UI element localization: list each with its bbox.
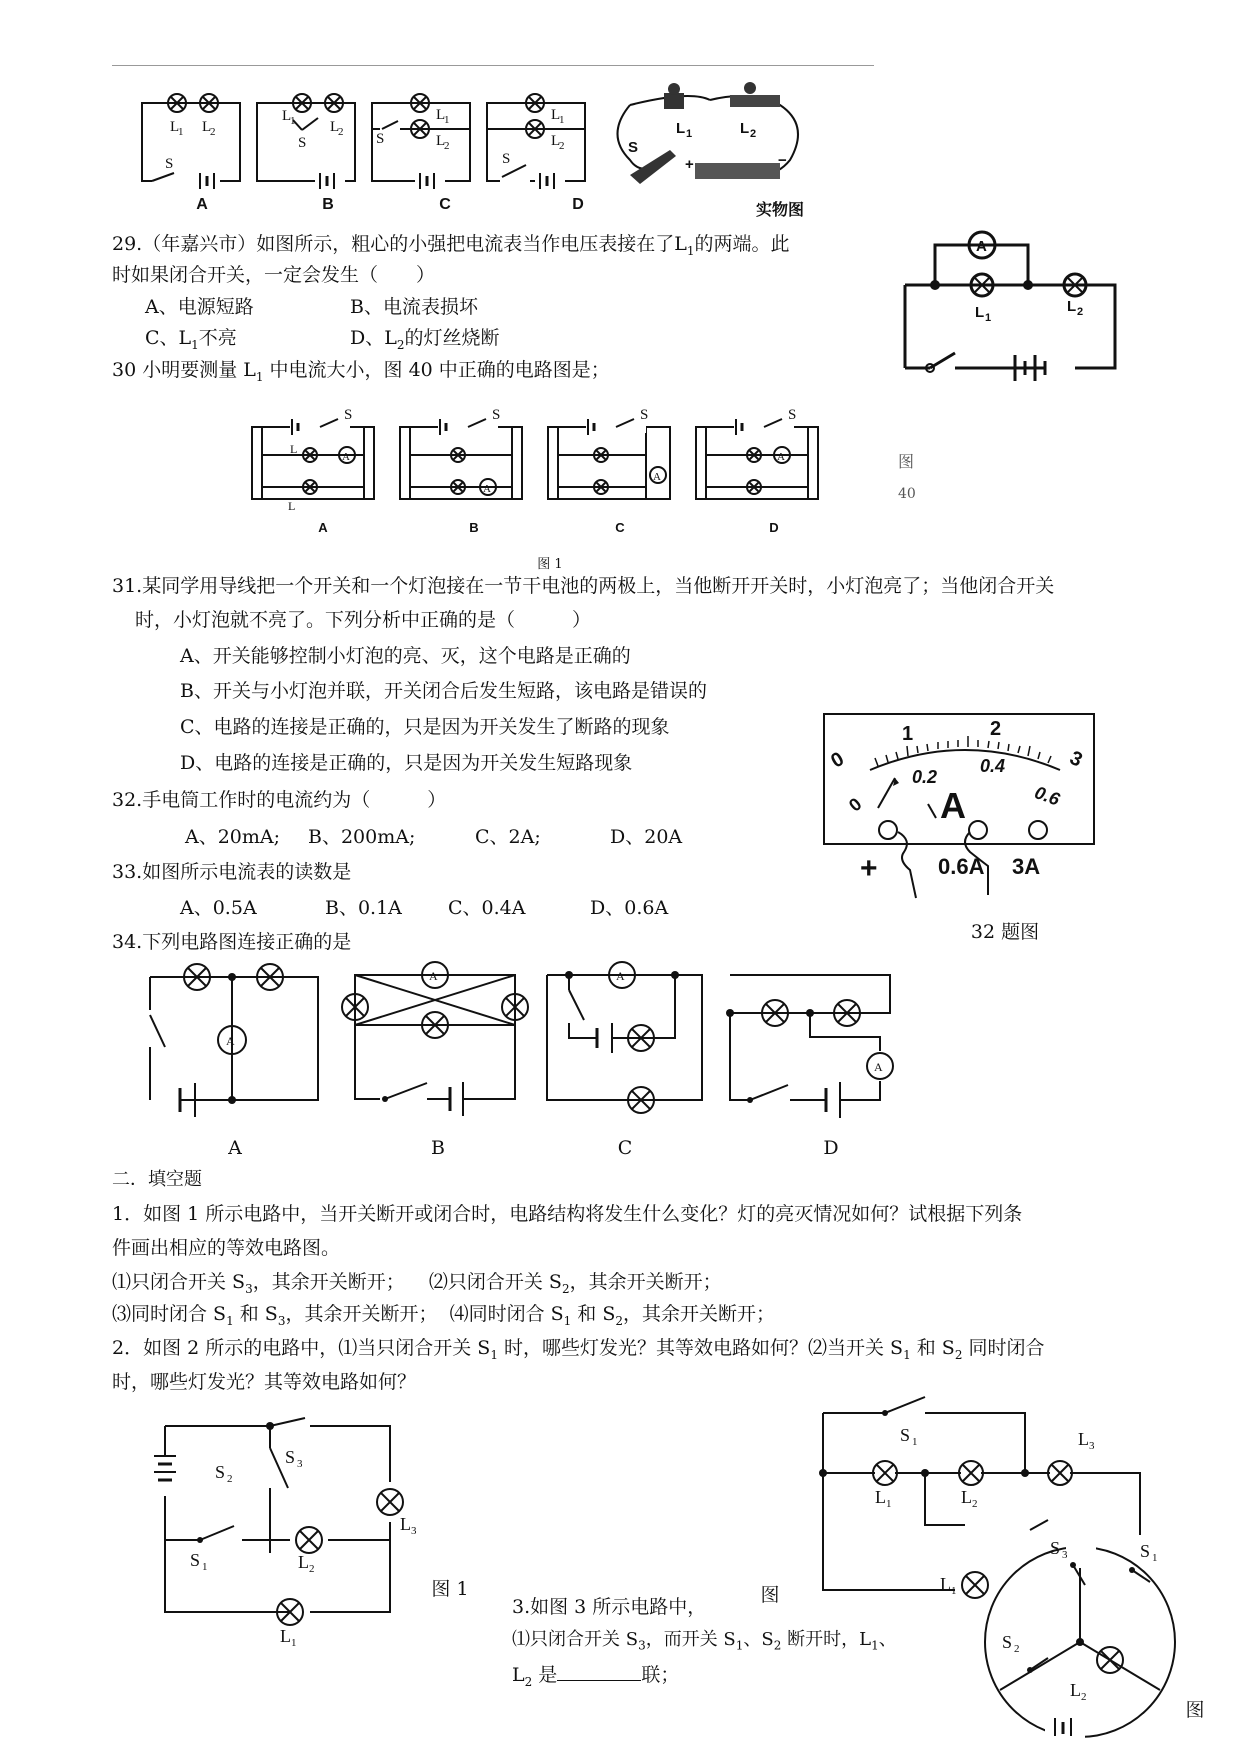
q34-caption-d: D <box>823 1137 839 1159</box>
svg-text:2: 2 <box>338 126 344 138</box>
meter-caption: 32 题图 <box>970 921 1040 943</box>
svg-text:L: L <box>1067 298 1077 315</box>
svg-text:+: + <box>685 156 694 173</box>
q30-fig-caption: 图 1 <box>537 557 563 572</box>
svg-text:L: L <box>298 1552 309 1572</box>
answer-blank[interactable] <box>557 1662 641 1681</box>
svg-text:S: S <box>900 1425 911 1445</box>
svg-text:L: L <box>282 108 292 124</box>
svg-text:1: 1 <box>985 312 992 324</box>
svg-text:3: 3 <box>1062 1549 1068 1561</box>
svg-text:1: 1 <box>902 723 914 745</box>
top-caption-a: A <box>196 196 208 213</box>
svg-text:A: A <box>874 1060 883 1074</box>
svg-text:0.4: 0.4 <box>980 756 1006 776</box>
q31-option-c: C、电路的连接是正确的，只是因为开关发生了断路的现象 <box>180 716 670 738</box>
svg-text:3A: 3A <box>1012 854 1041 879</box>
svg-text:S: S <box>190 1550 201 1570</box>
svg-text:0.6: 0.6 <box>1032 782 1063 810</box>
q32-option-c: C、2A; <box>475 826 541 848</box>
svg-text:L: L <box>280 1626 291 1646</box>
svg-text:2: 2 <box>210 126 216 138</box>
svg-text:+: + <box>860 852 878 885</box>
fig1-circuit <box>150 1418 430 1648</box>
svg-text:1: 1 <box>291 1637 297 1649</box>
svg-text:S: S <box>215 1462 226 1482</box>
svg-text:L: L <box>288 499 296 513</box>
svg-text:L: L <box>676 120 686 137</box>
svg-text:L: L <box>961 1487 972 1507</box>
svg-text:2: 2 <box>227 1473 233 1485</box>
svg-text:2: 2 <box>309 1563 315 1575</box>
svg-text:L: L <box>975 304 985 321</box>
q33-option-c: C、0.4A <box>448 897 526 919</box>
f3-line1: 3.如图 3 所示电路中， <box>512 1596 707 1618</box>
svg-text:2: 2 <box>972 1498 978 1510</box>
q33-option-d: D、0.6A <box>590 897 669 919</box>
q32-stem: 32.手电筒工作时的电流约为（ ） <box>112 789 447 811</box>
svg-text:S: S <box>640 407 649 423</box>
f1-line3: ⑴只闭合开关 $S_3$，其余开关断开； ⑵只闭合开关 $S_2$，其余开关断开； <box>112 1271 722 1296</box>
svg-text:A: A <box>653 471 661 483</box>
q30-caption-b: B <box>469 520 479 535</box>
svg-text:0: 0 <box>827 747 848 773</box>
q33-option-a: A、0.5A <box>180 897 257 919</box>
svg-text:1: 1 <box>686 128 693 140</box>
top-caption-b: B <box>322 196 334 213</box>
svg-text:L: L <box>940 1574 951 1594</box>
svg-text:S: S <box>628 139 639 156</box>
svg-text:0: 0 <box>844 793 866 816</box>
svg-text:A: A <box>226 1034 235 1048</box>
top-caption-d: D <box>572 196 584 213</box>
fig1-caption: 图 1 <box>431 1578 469 1600</box>
q29-line1: 29.（年嘉兴市）如图所示，粗心的小强把电流表当作电压表接在了$L_1$的两端。此 <box>112 233 790 258</box>
svg-text:A: A <box>616 969 625 983</box>
svg-text:1: 1 <box>951 1585 957 1597</box>
svg-text:S: S <box>1050 1538 1061 1558</box>
svg-text:S: S <box>1002 1632 1013 1652</box>
q32-option-b: B、200mA; <box>308 826 416 848</box>
svg-text:S: S <box>492 407 501 423</box>
q33-option-b: B、0.1A <box>325 897 402 919</box>
svg-text:2: 2 <box>1081 1691 1087 1703</box>
svg-text:L: L <box>400 1514 411 1534</box>
svg-text:L: L <box>436 133 446 149</box>
f3-line3: $L_2$ 是 联； <box>512 1664 680 1689</box>
fig3-caption: 图 <box>1185 1699 1205 1721</box>
q30-stem: 30 小明要测量 $L_1$ 中电流大小，图 40 中正确的电路图是； <box>112 359 610 384</box>
q34-caption-b: B <box>431 1137 445 1159</box>
q34-caption-c: C <box>617 1137 633 1159</box>
svg-text:3: 3 <box>1089 1440 1095 1452</box>
f1-line4: ⑶同时闭合 $S_1$ 和 $S_3$，其余开关断开； ⑷同时闭合 $S_1$ 和 $S_2$，其余开关断开； <box>112 1303 776 1328</box>
q29-ammeter-label: A <box>976 238 987 255</box>
q31-line2: 时，小灯泡就不亮了。下列分析中正确的是（ ） <box>135 609 592 631</box>
svg-text:L: L <box>551 133 561 149</box>
photo-caption: 实物图 <box>755 202 804 219</box>
section-title: 二．填空题 <box>112 1169 202 1190</box>
fig2-caption: 图 <box>760 1584 780 1606</box>
q29-circuit <box>895 225 1135 375</box>
q30-caption-a: A <box>318 520 328 535</box>
q30-circuits <box>250 407 870 515</box>
svg-text:1: 1 <box>444 114 450 126</box>
q34-circuits <box>140 965 960 1115</box>
svg-text:S: S <box>788 407 797 423</box>
svg-text:1: 1 <box>912 1436 918 1448</box>
top-caption-c: C <box>439 196 451 213</box>
svg-text:A: A <box>342 451 350 463</box>
svg-text:2: 2 <box>1014 1643 1020 1655</box>
svg-text:3: 3 <box>1066 747 1086 772</box>
svg-text:L: L <box>551 107 561 123</box>
q31-line1: 31.某同学用导线把一个开关和一个灯泡接在一节干电池的两极上，当他断开开关时，小灯泡亮了；当他闭合开关 <box>112 575 1055 597</box>
svg-text:S: S <box>298 135 307 151</box>
ammeter-dial-figure <box>820 710 1110 920</box>
q33-stem: 33.如图所示电流表的读数是 <box>112 861 352 883</box>
q31-option-b: B、开关与小灯泡并联，开关闭合后发生短路，该电路是错误的 <box>180 680 707 702</box>
svg-text:A: A <box>777 451 785 463</box>
q29-option-d: D、$L_2$的灯丝烧断 <box>350 327 500 352</box>
svg-text:2: 2 <box>444 140 450 152</box>
svg-text:2: 2 <box>750 128 757 140</box>
svg-text:S: S <box>285 1447 296 1467</box>
svg-text:L: L <box>290 442 298 456</box>
q32-option-d: D、20A <box>610 826 683 848</box>
svg-text:L: L <box>202 119 212 135</box>
svg-text:3: 3 <box>411 1525 417 1537</box>
svg-text:1: 1 <box>290 115 296 127</box>
q31-option-a: A、开关能够控制小灯泡的亮、灭，这个电路是正确的 <box>180 645 631 667</box>
svg-text:A: A <box>940 785 966 826</box>
f2-line2: 时，哪些灯发光？其等效电路如何？ <box>112 1371 417 1393</box>
svg-text:2: 2 <box>559 140 565 152</box>
q30-caption-c: C <box>615 520 625 535</box>
svg-text:1: 1 <box>559 114 565 126</box>
svg-text:2: 2 <box>990 718 1002 740</box>
svg-text:1: 1 <box>1152 1552 1158 1564</box>
f2-line1: 2．如图 2 所示的电路中，⑴当只闭合开关 $S_1$ 时，哪些灯发光？其等效电路如何？⑵当开关 $S_1$ 和 $S_2$ 同时闭合 <box>112 1337 1045 1362</box>
svg-text:A: A <box>483 483 491 495</box>
q30-caption-d: D <box>769 520 779 535</box>
f1-line1: 1．如图 1 所示电路中，当开关断开或闭合时，电路结构将发生什么变化？灯的亮灭情况如何？试根据下列条 <box>112 1203 1023 1225</box>
svg-text:1: 1 <box>886 1498 892 1510</box>
svg-text:L: L <box>875 1487 886 1507</box>
svg-text:L: L <box>1070 1680 1081 1700</box>
q32-option-a: A、20mA; <box>185 826 281 848</box>
svg-text:L: L <box>330 119 340 135</box>
header-rule <box>112 65 874 66</box>
q34-caption-a: A <box>228 1137 242 1159</box>
q29-option-c: C、$L_1$不亮 <box>145 327 237 352</box>
svg-text:L: L <box>436 107 446 123</box>
svg-text:1: 1 <box>202 1561 208 1573</box>
svg-text:S: S <box>1140 1541 1151 1561</box>
svg-text:2: 2 <box>1077 306 1084 318</box>
svg-text:L: L <box>740 120 750 137</box>
svg-text:S: S <box>165 156 174 172</box>
q30-side-label-1: 图 <box>898 452 915 471</box>
top-circuits-figure <box>130 85 830 235</box>
f1-line2: 件画出相应的等效电路图。 <box>112 1237 341 1259</box>
svg-text:S: S <box>376 131 385 147</box>
f3-line2: ⑴只闭合开关 $S_3$，而开关 $S_1$、$S_2$ 断开时，$L_1$、 <box>512 1629 897 1653</box>
q29-option-b: B、电流表损坏 <box>350 296 478 318</box>
svg-text:A: A <box>429 969 438 983</box>
q29-option-a: A、电源短路 <box>145 296 254 318</box>
svg-text:1: 1 <box>178 126 184 138</box>
svg-text:L: L <box>170 119 180 135</box>
q31-option-d: D、电路的连接是正确的，只是因为开关发生短路现象 <box>180 752 633 774</box>
svg-text:3: 3 <box>297 1458 303 1470</box>
q30-side-label-2: 40 <box>898 486 916 502</box>
svg-text:−: − <box>778 152 787 169</box>
svg-text:L: L <box>1078 1429 1089 1449</box>
svg-text:S: S <box>344 407 353 423</box>
svg-text:S: S <box>502 151 511 167</box>
svg-text:0.2: 0.2 <box>912 767 938 787</box>
q29-line2: 时如果闭合开关，一定会发生（ ） <box>112 264 436 286</box>
q34-stem: 34.下列电路图连接正确的是 <box>112 931 352 953</box>
svg-text:0.6A: 0.6A <box>938 854 985 879</box>
